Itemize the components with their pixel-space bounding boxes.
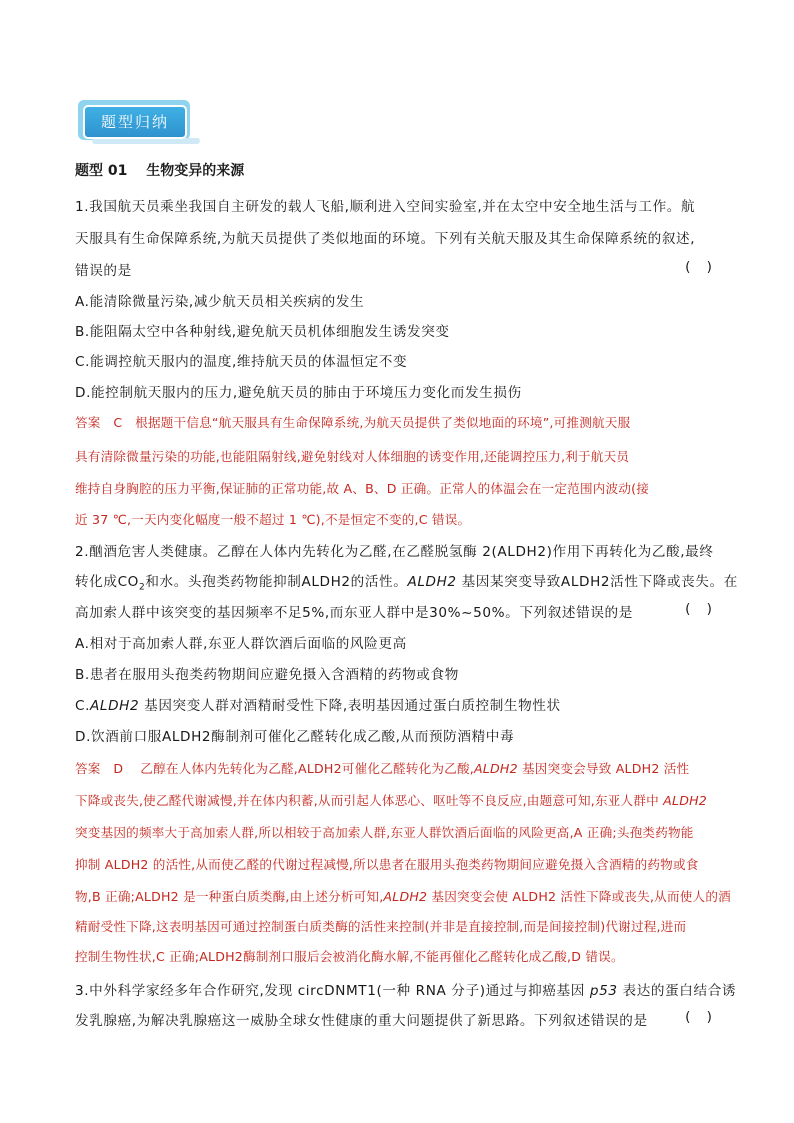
q2-answer-line-1 [75, 758, 689, 777]
q3-stem-text-b: 表达的蛋白结合诱 [617, 983, 737, 999]
q2-answer-text-1a: 答案 D 乙醇在人体内先转化为乙醛,ALDH2可催化乙醛转化为乙酸, [75, 761, 474, 776]
q1-stem-line-1: 1.我国航天员乘坐我国自主研发的载人飞船,顺利进入空间实验室,并在太空中安全地生活与工作。航 [75, 199, 696, 215]
q2-answer-text-2a: 下降或丧失,使乙醛代谢减慢,并在体内积蓄,从而引起人体恶心、呕吐等不良反应,由题意可知,东亚人群中 [75, 793, 664, 808]
banner-label: 题型归纳 [100, 113, 169, 131]
q1-answer-line-2: 具有清除微量污染的功能,也能阻隔射线,避免射线对人体细胞的诱变作用,还能调控压力,利于航天员 [75, 449, 630, 464]
q1-stem-line-3: 错误的是 [75, 263, 132, 279]
q2-answer-gene-5: ALDH2 [383, 889, 428, 904]
q2-answer-line-7: 控制生物性状,C 正确;ALDH2酶制剂口服后会被消化酶水解,不能再催化乙醛转化成乙酸,D 错误。 [75, 949, 624, 964]
q2-stem-line-1: 2.酗酒危害人类健康。乙醇在人体内先转化为乙醛,在乙醛脱氢酶 2(ALDH2)作用下再转化为乙酸,最终 [75, 544, 714, 560]
q2-answer-line-4: 抑制 ALDH2 的活性,从而使乙醛的代谢过程减慢,所以患者在服用头孢类药物期间应避免摄入含酒精的药物或食 [75, 857, 699, 872]
q2-answer-gene-2: ALDH2 [663, 793, 707, 808]
q1-option-d: D.能控制航天服内的压力,避免航天员的肺由于环境压力变化而发生损伤 [75, 385, 522, 401]
q2-answer-gene-1: ALDH2 [473, 761, 518, 776]
q1-answer-line-4: 近 37 ℃,一天内变化幅度一般不超过 1 ℃),不是恒定不变的,C 错误。 [75, 512, 471, 527]
q2-answer-line-5 [75, 886, 731, 905]
section-banner [78, 100, 200, 146]
q3-stem-text-a: 3.中外科学家经多年合作研究,发现 circDNMT1(一种 RNA 分子)通过与抑癌基因 [75, 983, 590, 999]
q2-answer-paren: ( ) [685, 601, 718, 617]
section-title: 题型 01 生物变异的来源 [75, 163, 245, 179]
q2-stem-line-3: 高加索人群中该突变的基因频率不足5%,而东亚人群中是30%~50%。下列叙述错误的是 [75, 605, 633, 621]
q2-answer-line-2 [75, 790, 707, 809]
q2-answer-line-3: 突变基因的频率大于高加索人群,所以相较于高加索人群,东亚人群饮酒后面临的风险更高,A 正确;头孢类药物能 [75, 825, 694, 840]
q2-co2-subscript: 2 [138, 582, 146, 593]
q2-stem-text-b: 和水。头孢类药物能抑制ALDH2的活性。 [145, 574, 408, 590]
q2-stem-text-c: 基因某突变导致ALDH2活性下降或丧失。在 [456, 574, 738, 590]
q2-stem-text-a: 转化成CO [75, 574, 139, 590]
q1-answer-line-3: 维持自身胸腔的压力平衡,保证肺的正常功能,故 A、B、D 正确。正常人的体温会在一定范围内波动(接 [75, 481, 650, 496]
q2-answer-text-1b: 基因突变会导致 ALDH2 活性 [517, 761, 690, 776]
q2-option-d: D.饮酒前口服ALDH2酶制剂可催化乙醛转化成乙酸,从而预防酒精中毒 [75, 729, 515, 745]
q2-option-c-prefix: C. [75, 698, 91, 714]
q1-option-a: A.能清除微量污染,减少航天员相关疾病的发生 [75, 294, 365, 310]
q1-stem-line-2: 天服具有生命保障系统,为航天员提供了类似地面的环境。下列有关航天服及其生命保障系统的叙述, [75, 231, 696, 247]
q2-option-c-gene: ALDH2 [90, 698, 140, 714]
q3-stem-gene: p53 [589, 983, 618, 999]
q2-answer-line-6: 精耐受性下降,这表明基因可通过控制蛋白质类酶的活性来控制(并非是直接控制,而是间接控制)代谢过程,进而 [75, 919, 687, 934]
q2-answer-text-5b: 基因突变会使 ALDH2 活性下降或丧失,从而使人的酒 [427, 889, 731, 904]
q1-option-c: C.能调控航天服内的温度,维持航天员的体温恒定不变 [75, 354, 408, 370]
q2-option-c [75, 694, 561, 714]
q1-answer-paren: ( ) [685, 259, 718, 275]
q2-answer-text-5a: 物,B 正确;ALDH2 是一种蛋白质类酶,由上述分析可知, [75, 889, 384, 904]
q2-option-a: A.相对于高加索人群,东亚人群饮酒后面临的风险更高 [75, 636, 407, 652]
q3-answer-paren: ( ) [685, 1009, 718, 1025]
q2-stem-gene: ALDH2 [407, 574, 457, 590]
q1-option-b: B.能阻隔太空中各种射线,避免航天员机体细胞发生诱发突变 [75, 324, 450, 340]
q3-stem-line-2: 发乳腺癌,为解决乳腺癌这一威胁全球女性健康的重大问题提供了新思路。下列叙述错误的是 [75, 1013, 648, 1029]
q1-answer-line-1: 答案 C 根据题干信息“航天服具有生命保障系统,为航天员提供了类似地面的环境”,可推测航天服 [75, 415, 631, 430]
q2-option-b: B.患者在服用头孢类药物期间应避免摄入含酒精的药物或食物 [75, 667, 459, 683]
q3-stem-line-1 [75, 979, 736, 999]
q2-option-c-text: 基因突变人群对酒精耐受性下降,表明基因通过蛋白质控制生物性状 [139, 698, 561, 714]
q2-stem-line-2 [75, 570, 738, 593]
